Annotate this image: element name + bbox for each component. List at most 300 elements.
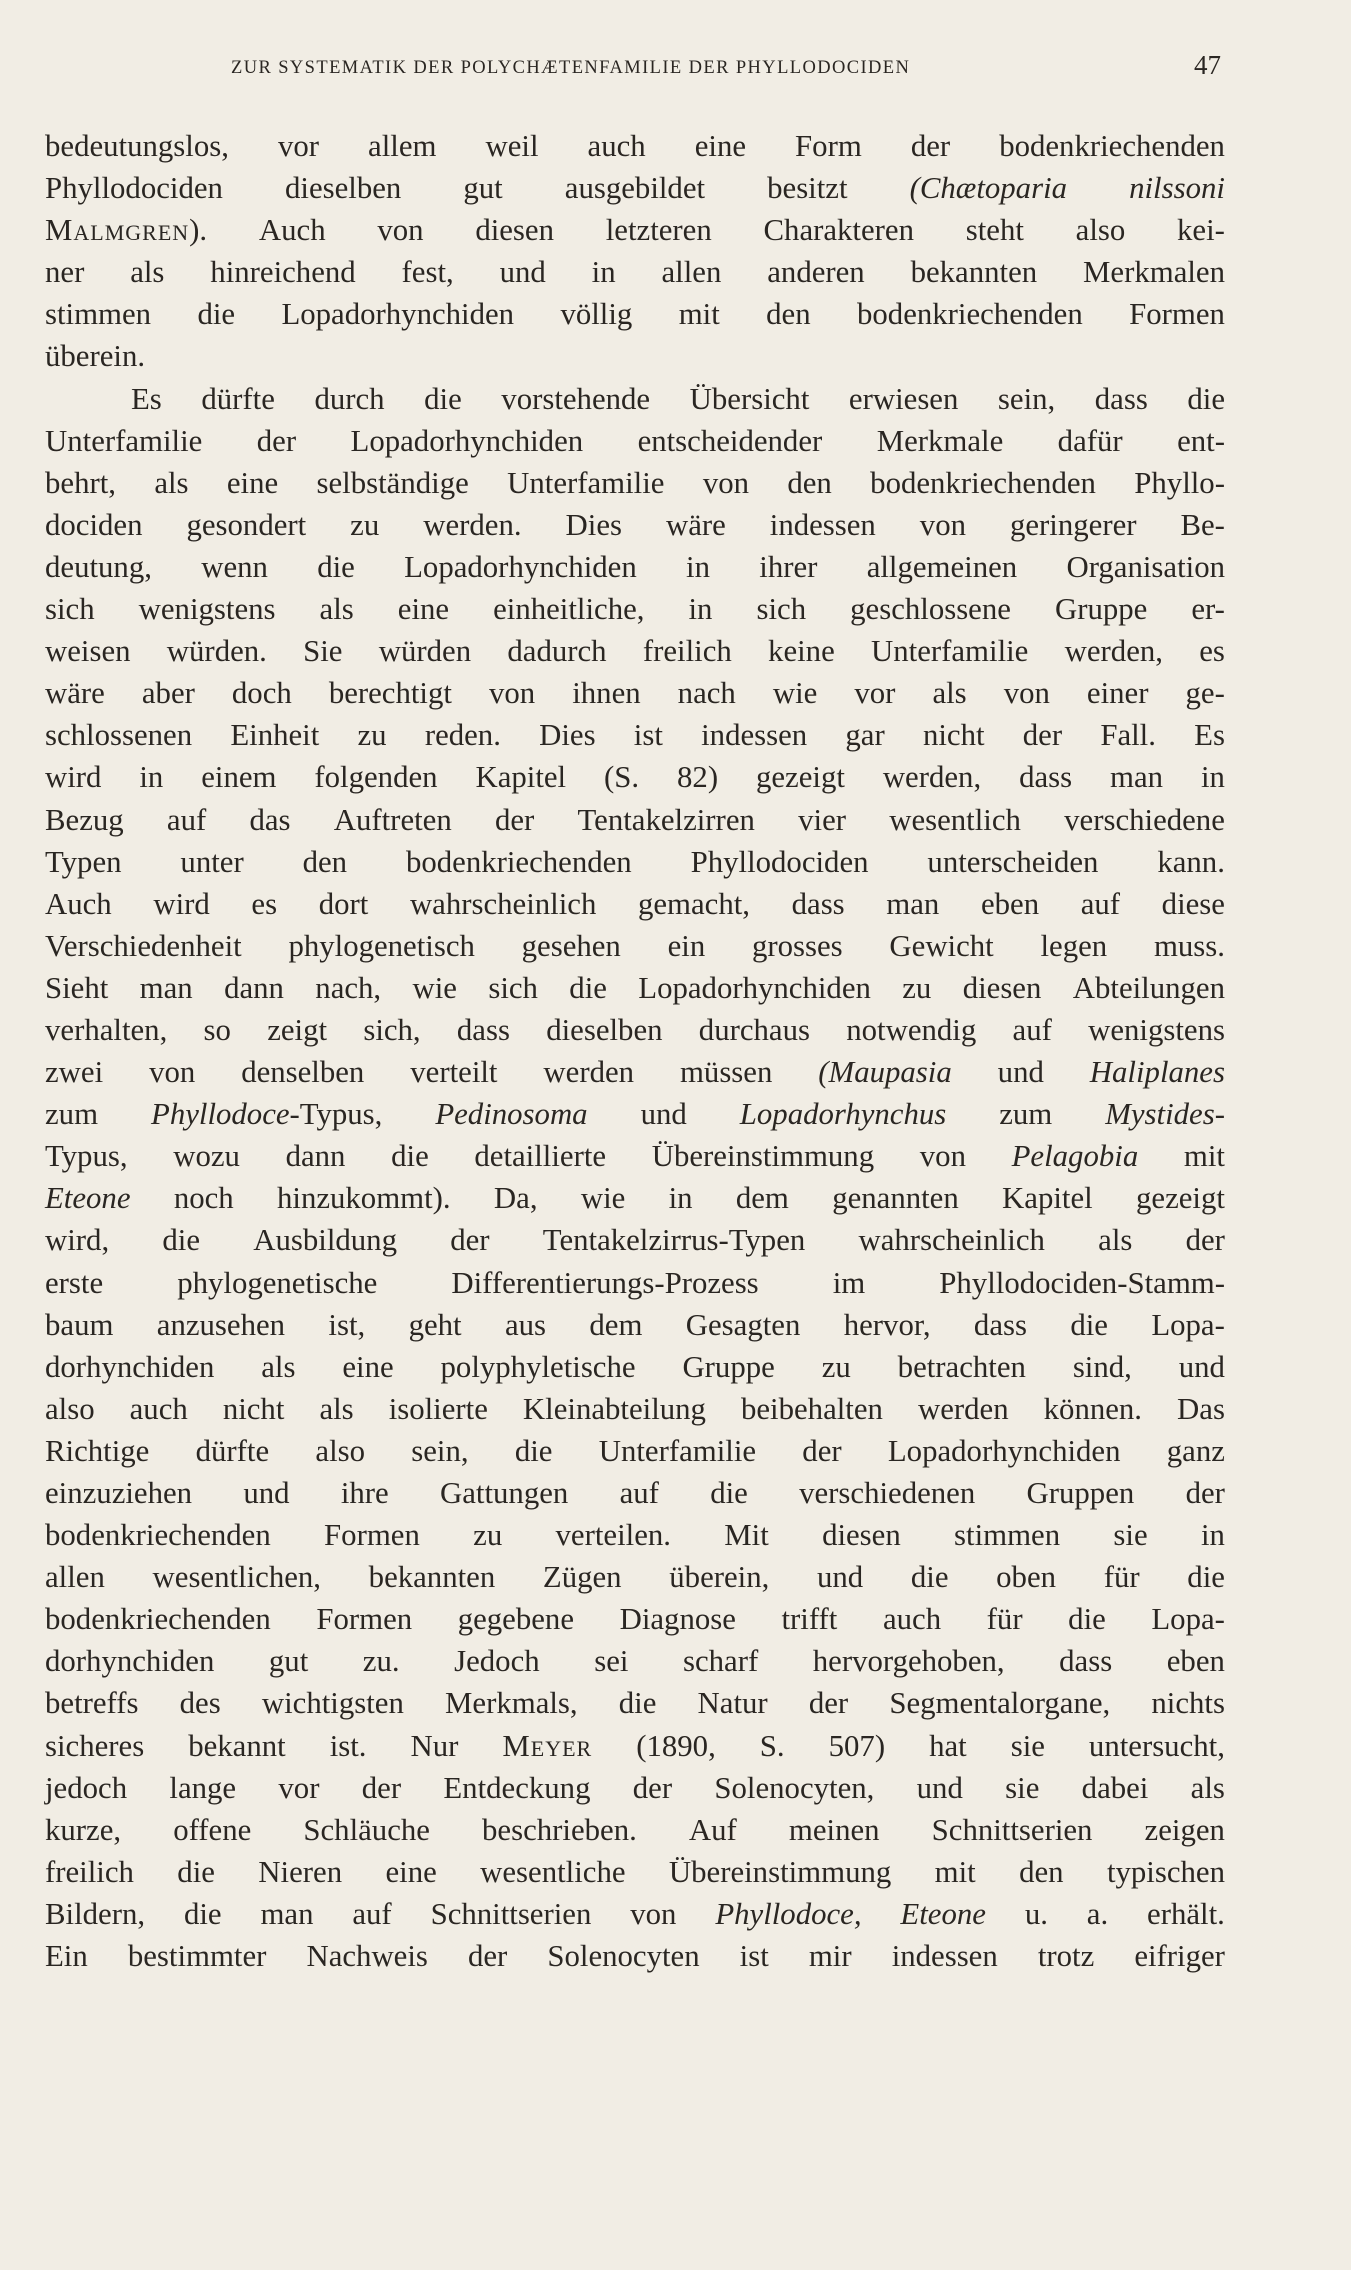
word: dem [589, 1307, 643, 1342]
word: der [494, 802, 535, 837]
text-line [45, 1514, 1225, 1556]
word: a. [1086, 1896, 1109, 1931]
word: der [467, 1939, 508, 1974]
word: gegebene [457, 1602, 574, 1637]
word: das [249, 802, 291, 837]
word: Zügen [542, 1560, 622, 1595]
text-line [45, 799, 1225, 841]
word: Haliplanes [1089, 1055, 1225, 1090]
word: Schnittserien [931, 1812, 1093, 1847]
word: die [183, 1896, 222, 1931]
word: Gesagten [685, 1307, 801, 1342]
word: ner [45, 255, 85, 290]
text-line [45, 1346, 1225, 1388]
word: bodenkriechenden [45, 1602, 271, 1637]
text-line [45, 1556, 1225, 1598]
word: von [919, 507, 966, 542]
word: überein, [669, 1560, 770, 1595]
word: sein, [997, 381, 1056, 416]
word: sich [756, 592, 807, 627]
text-line [45, 714, 1225, 756]
word: der [1185, 1223, 1225, 1258]
word: dort [318, 886, 369, 921]
word: sich [488, 970, 538, 1005]
word: Übereinstimmung [668, 1854, 892, 1889]
word: zu [821, 1349, 851, 1384]
word: sich [45, 592, 95, 627]
text-line [45, 504, 1225, 546]
text-line [45, 1472, 1225, 1514]
word: Phyllodoce-Typus, [151, 1097, 383, 1132]
word: sie [1113, 1518, 1148, 1553]
word: Es [131, 381, 162, 416]
word: ist. [329, 1728, 367, 1763]
word: wie [772, 676, 818, 711]
word: sind, [1072, 1349, 1132, 1384]
text-line [45, 378, 1225, 420]
word: würden. [166, 634, 267, 669]
word: mit [934, 1854, 976, 1889]
word: oben [996, 1560, 1057, 1595]
word: verteilen. [555, 1518, 671, 1553]
word: Einheit [230, 718, 320, 753]
word: unterscheiden [927, 844, 1099, 879]
word: der [256, 423, 297, 458]
word: allen [45, 1560, 105, 1595]
word: Be- [1180, 507, 1225, 542]
word: eine [694, 129, 747, 163]
word: der [808, 1686, 849, 1721]
word: die [1187, 381, 1225, 416]
word: Merkmalen [1083, 255, 1225, 290]
word: weil [485, 129, 539, 163]
word: gemacht, [637, 886, 750, 921]
text-line [45, 251, 1225, 293]
word: mit [1183, 1139, 1225, 1174]
word: ausgebildet [564, 171, 706, 206]
word: in [686, 549, 710, 584]
word: Dies [539, 718, 596, 753]
word: Differentierungs-Prozess [451, 1265, 759, 1300]
word: die [710, 1476, 748, 1510]
word: man [886, 886, 940, 921]
word: Ausbildung [253, 1223, 397, 1258]
word: geringerer [1009, 507, 1137, 542]
word: Auch [45, 886, 112, 921]
word: Verschiedenheit [45, 928, 242, 963]
word: verschiedenen [799, 1476, 976, 1510]
word: zu. [362, 1644, 400, 1679]
word: Fall. [1100, 718, 1156, 753]
word: Pelagobia [1011, 1139, 1139, 1174]
word: Formen [324, 1518, 420, 1553]
word: wahrscheinlich [409, 886, 597, 921]
word: werden, [882, 760, 982, 795]
word: die [424, 381, 462, 416]
word: Übersicht [689, 381, 810, 416]
word: dass [791, 886, 845, 921]
text-line [45, 1135, 1225, 1177]
word: als [932, 676, 967, 711]
word: also [315, 1433, 366, 1468]
word: Dies [565, 507, 622, 542]
word: von [630, 1896, 677, 1931]
word: einheitliche, [493, 592, 645, 627]
word: eben [1166, 1644, 1225, 1679]
word: ent- [1177, 423, 1225, 458]
word: Diagnose [619, 1602, 736, 1637]
word: Tentakelzirrus-Typen [542, 1223, 806, 1258]
word: stimmen [45, 297, 152, 332]
word: eine [226, 465, 279, 500]
word: Phyllo- [1134, 465, 1225, 500]
word: zeigen [1144, 1812, 1225, 1847]
word: wichtigsten [261, 1686, 404, 1721]
word: verhalten, [45, 1012, 168, 1047]
word: anderen [767, 255, 865, 290]
text-line [45, 588, 1225, 630]
word: dieselben [285, 171, 402, 206]
word: die [910, 1560, 949, 1595]
text-line [45, 1219, 1225, 1261]
word: nicht [922, 718, 985, 753]
word: Sieht [45, 970, 109, 1005]
word: ihre [340, 1476, 389, 1510]
word: Kapitel [1002, 1181, 1093, 1216]
word: verteilt [410, 1055, 498, 1090]
word: der [632, 1770, 673, 1805]
word: zwei [45, 1055, 104, 1090]
word: auch [129, 1391, 188, 1426]
word: Unterfamilie [598, 1433, 757, 1468]
word: als [319, 1391, 354, 1426]
word: bedeutungslos, [45, 129, 229, 163]
word: (S. [604, 760, 640, 795]
word: grosses [751, 928, 843, 963]
word: und [499, 255, 546, 290]
word: Gruppen [1026, 1476, 1135, 1510]
word: Lopa- [1151, 1602, 1225, 1637]
word: der [1185, 1476, 1225, 1510]
word: betrachten [897, 1349, 1026, 1384]
word: dabei [1081, 1770, 1149, 1805]
word: wenigstens [138, 592, 276, 627]
word: unter [180, 844, 244, 879]
running-title: ZUR SYSTEMATIK DER POLYCHÆTENFAMILIE DER PHYLLODOCIDEN [231, 58, 911, 78]
word: bestimmter [127, 1939, 267, 1974]
word: auf [1080, 886, 1121, 921]
word: doch [231, 676, 292, 711]
word: einer [1086, 676, 1149, 711]
word: werden [543, 1055, 635, 1090]
word: die [618, 1686, 657, 1721]
word: man [1110, 760, 1164, 795]
word: verschiedene [1064, 802, 1225, 837]
word: Unterfamilie [871, 634, 1029, 669]
word: gezeigt [755, 760, 845, 795]
word: sie [1010, 1728, 1045, 1763]
word: kann. [1157, 844, 1225, 879]
word: dorhynchiden [45, 1644, 215, 1679]
word: überein. [45, 339, 146, 374]
word: Typus, [45, 1139, 128, 1174]
word: meinen [788, 1812, 880, 1847]
word: Phyllodociden-Stamm- [939, 1265, 1225, 1300]
word: Kapitel [475, 760, 567, 795]
text-line [45, 1682, 1225, 1724]
word: genannten [832, 1181, 959, 1216]
word: S. [759, 1728, 785, 1763]
word: Formen [1129, 297, 1225, 332]
word: wesentlich [889, 802, 1021, 837]
text-line [45, 1851, 1225, 1893]
text-line [45, 209, 1225, 251]
word: phylogenetisch [288, 928, 475, 963]
word: Meyer [502, 1728, 593, 1763]
word: von [488, 676, 536, 711]
word: als [154, 465, 189, 500]
word: Lopadorhynchiden [638, 970, 871, 1005]
page-number: 47 [1194, 50, 1221, 80]
word: 507) [828, 1728, 886, 1763]
word: für [986, 1602, 1023, 1637]
word: Phyllodociden [690, 844, 869, 879]
word: wäre [45, 676, 105, 711]
word: Gattungen [440, 1476, 569, 1510]
word: also [45, 1391, 95, 1426]
word: Phyllodociden [45, 171, 223, 206]
word: vor [278, 1770, 320, 1805]
text-line [45, 1262, 1225, 1304]
word: Segmentalorgane, [889, 1686, 1111, 1721]
word: Merkmale [876, 423, 1004, 458]
word: mir [808, 1939, 852, 1974]
word: offene [173, 1812, 252, 1847]
word: wahrscheinlich [858, 1223, 1045, 1258]
word: dass [973, 1307, 1027, 1342]
word: Mystides- [1105, 1097, 1225, 1132]
text-line [45, 420, 1225, 462]
word: Solenocyten, [714, 1770, 875, 1805]
word: von [1003, 676, 1050, 711]
word: stimmen [954, 1518, 1061, 1553]
word: entscheidender [637, 423, 823, 458]
word: hinreichend [210, 255, 356, 290]
text-line [45, 1093, 1225, 1135]
word: deutung, [45, 549, 152, 584]
text-line [45, 335, 1225, 377]
word: zu [350, 507, 380, 542]
word: in [668, 1181, 693, 1216]
word: anzusehen [156, 1307, 286, 1342]
word: Da, [493, 1181, 538, 1216]
word: Auftreten [333, 802, 452, 837]
word: der [910, 129, 951, 163]
word: von [702, 465, 750, 500]
word: zum [45, 1097, 99, 1132]
word: trotz [1037, 1939, 1095, 1974]
word: Malmgren). [45, 213, 208, 248]
word: bodenkriechenden [45, 1518, 271, 1553]
word: dem [735, 1181, 789, 1216]
word: Richtige [45, 1433, 150, 1468]
word: notwendig [846, 1012, 977, 1047]
word: bekannten [368, 1560, 496, 1595]
word: wird, [45, 1223, 110, 1258]
word: scharf [682, 1644, 759, 1679]
word: sicheres [45, 1728, 145, 1763]
word: 82) [677, 760, 719, 795]
word: Mit [724, 1518, 769, 1553]
text-line [45, 167, 1225, 209]
word: freilich [642, 634, 732, 669]
word: auf [166, 802, 207, 837]
text-line [45, 630, 1225, 672]
word: eifriger [1134, 1939, 1225, 1974]
word: die [162, 1223, 201, 1258]
word: dociden [45, 507, 143, 542]
word: wesentlichen, [152, 1560, 321, 1595]
word: besitzt [767, 171, 848, 206]
word: lange [169, 1770, 237, 1805]
text-line [45, 1598, 1225, 1640]
word: müssen [679, 1055, 773, 1090]
word: geht [408, 1307, 462, 1342]
word: der [802, 1433, 842, 1468]
word: Unterfamilie [507, 465, 665, 500]
word: den [787, 465, 832, 500]
word: reden. [424, 718, 501, 753]
word: die [391, 1139, 429, 1174]
word: vor [854, 676, 896, 711]
word: die [569, 970, 607, 1005]
word: bodenkriechenden [999, 129, 1225, 163]
word: zu [902, 970, 932, 1005]
word: dürfte [195, 1433, 270, 1468]
word: wesentliche [480, 1854, 626, 1889]
word: polyphyletische [440, 1349, 636, 1384]
word: bekannt [188, 1728, 286, 1763]
word: Das [1177, 1391, 1225, 1426]
word: zeigt [267, 1012, 328, 1047]
word: als [319, 592, 354, 627]
word: in [139, 760, 164, 795]
word: von [377, 213, 424, 248]
word: zum [999, 1097, 1053, 1132]
word: dafür [1057, 423, 1123, 458]
word: die [1068, 1602, 1106, 1637]
word: vorstehende [501, 381, 651, 416]
word: den [1019, 1854, 1064, 1889]
word: nilssoni [1129, 171, 1225, 206]
text-line [45, 1009, 1225, 1051]
word: die [1070, 1307, 1108, 1342]
word: als [1190, 1770, 1225, 1805]
word: in [1200, 1518, 1225, 1553]
word: noch [173, 1181, 234, 1216]
text-line [45, 967, 1225, 1009]
word: u. [1024, 1896, 1048, 1931]
word: für [1103, 1560, 1140, 1595]
text-line [45, 1809, 1225, 1851]
word: (1890, [636, 1728, 716, 1763]
word: baum [45, 1307, 114, 1342]
word: man [139, 970, 193, 1005]
word: Pedinosoma [435, 1097, 588, 1132]
word: in [1200, 760, 1225, 795]
word: eben [980, 886, 1040, 921]
word: erwiesen [848, 381, 959, 416]
word: freilich [45, 1854, 134, 1889]
word: auch [882, 1602, 942, 1637]
word: phylogenetische [177, 1265, 378, 1300]
text-line [45, 1767, 1225, 1809]
word: weisen [45, 634, 131, 669]
word: Lopadorhynchus [739, 1097, 947, 1132]
text-line [45, 925, 1225, 967]
word: detaillierte [474, 1139, 607, 1174]
word: und [916, 1770, 963, 1805]
word: ein [667, 928, 706, 963]
text-line [45, 1893, 1225, 1935]
word: diesen [822, 1518, 901, 1553]
word: schlossenen [45, 718, 193, 753]
word: Lopadorhynchiden [350, 423, 584, 458]
word: letzteren [605, 213, 712, 248]
word: Gruppe [1054, 592, 1148, 627]
word: im [832, 1265, 866, 1300]
word: Lopadorhynchiden [887, 1433, 1121, 1468]
word: ihrer [759, 549, 818, 584]
word: und [1178, 1349, 1225, 1384]
word: wie [580, 1181, 626, 1216]
text-line [45, 756, 1225, 798]
word: ganz [1166, 1433, 1225, 1468]
word: wäre [665, 507, 726, 542]
word: betreffs [45, 1686, 139, 1721]
word: wird [153, 886, 210, 921]
word: Unterfamilie [45, 423, 203, 458]
word: vier [798, 802, 846, 837]
word: ist, [328, 1307, 366, 1342]
word: dorhynchiden [45, 1349, 215, 1384]
word: Form [795, 129, 862, 163]
word: werden. [423, 507, 522, 542]
word: allen [661, 255, 722, 290]
word: es [1199, 634, 1225, 669]
word: und [816, 1560, 864, 1595]
word: bodenkriechenden [405, 844, 632, 879]
word: Formen [316, 1602, 413, 1637]
word: Natur [697, 1686, 768, 1721]
word: gut [268, 1644, 309, 1679]
word: wird [45, 760, 102, 795]
word: Typen [45, 844, 122, 879]
word: ist [633, 718, 663, 753]
word: dass [456, 1012, 510, 1047]
word: dadurch [507, 634, 607, 669]
word: durchaus [698, 1012, 810, 1047]
word: indessen [701, 718, 808, 753]
word: also [1075, 213, 1126, 248]
word: folgenden [314, 760, 438, 795]
word: muss. [1153, 928, 1225, 963]
word: bekannten [910, 255, 1038, 290]
word: Organisation [1066, 549, 1225, 584]
word: Bezug [45, 802, 124, 837]
word: beschrieben. [482, 1812, 637, 1847]
word: Übereinstimmung [651, 1139, 875, 1174]
